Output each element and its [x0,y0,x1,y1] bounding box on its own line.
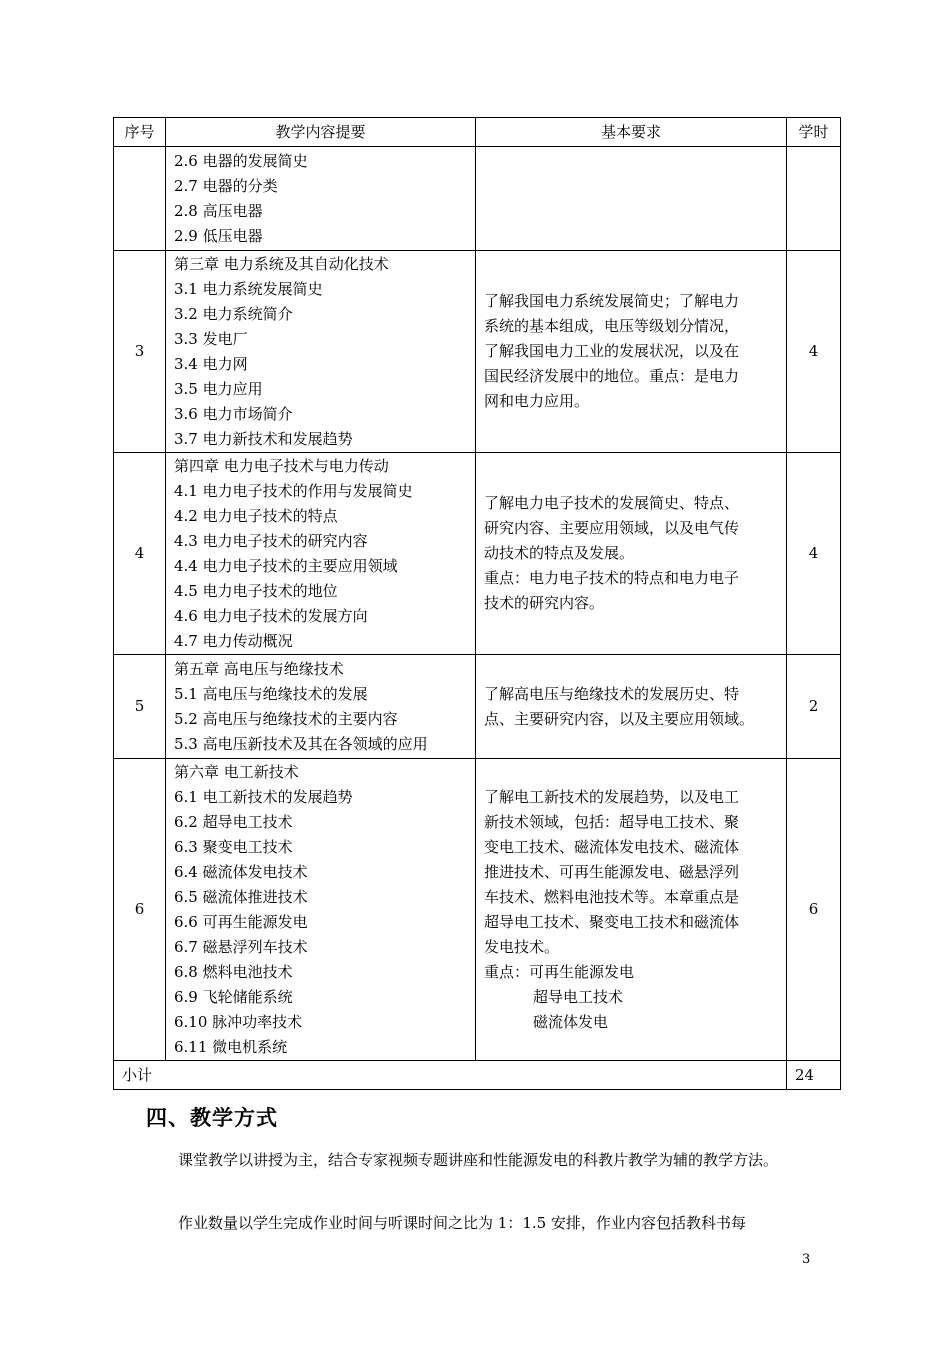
subtotal-value: 24 [787,1061,841,1090]
row-number: 4 [114,453,166,655]
content-line: 3.5 电力应用 [174,379,263,398]
row-content [166,251,476,453]
content-line: 4.7 电力传动概况 [174,631,293,650]
row-requirements [476,147,787,251]
requirement-line: 新技术领域，包括：超导电工技术、聚 [484,812,740,831]
requirement-line: 重点：可再生能源发电 [484,962,635,981]
row-number: 6 [114,759,166,1061]
content-line: 4.5 电力电子技术的地位 [174,581,338,600]
syllabus-table [113,117,841,1090]
requirement-line: 技术的研究内容。 [484,594,605,612]
content-line: 2.8 高压电器 [174,201,263,220]
row-requirements [476,759,787,1061]
row-requirements [476,453,787,655]
section-heading: 四、教学方式 [146,1105,278,1130]
chapter-title: 第四章 电力电子技术与电力传动 [174,456,389,475]
row-number [114,147,166,251]
chapter-title: 第五章 高电压与绝缘技术 [174,659,344,678]
page-number: 3 [802,1252,811,1267]
requirement-line: 了解我国电力系统发展简史；了解电力 [484,292,740,310]
content-line: 4.6 电力电子技术的发展方向 [174,606,368,625]
content-line: 6.1 电工新技术的发展趋势 [174,787,353,806]
content-line: 4.1 电力电子技术的作用与发展简史 [174,481,413,500]
chapter-title: 第三章 电力系统及其自动化技术 [174,254,389,273]
table-row [114,251,841,453]
row-hours: 4 [787,453,841,655]
header-content: 教学内容提要 [166,118,476,147]
table-row [114,147,841,251]
content-line: 3.3 发电厂 [174,329,248,348]
requirement-line: 点、主要研究内容，以及主要应用领域。 [484,709,755,728]
row-hours: 6 [787,759,841,1061]
paragraph: 课堂教学以讲授为主，结合专家视频专题讲座和性能源发电的科教片教学为辅的教学方法。 [178,1151,779,1169]
row-content [166,453,476,655]
chapter-title: 第六章 电工新技术 [174,762,299,781]
requirement-line: 超导电工技术 [533,987,624,1006]
content-line: 6.8 燃料电池技术 [174,962,293,981]
content-line: 6.6 可再生能源发电 [174,912,308,931]
requirement-line: 网和电力应用。 [484,392,590,410]
requirement-line: 发电技术。 [484,937,560,956]
requirement-line: 动技术的特点及发展。 [484,544,635,562]
table-row [114,655,841,759]
content-line: 3.2 电力系统简介 [174,304,293,323]
row-hours: 4 [787,251,841,453]
requirement-line: 磁流体发电 [533,1012,609,1031]
content-line: 3.6 电力市场简介 [174,404,293,423]
content-line: 4.2 电力电子技术的特点 [174,506,338,525]
requirement-line: 重点：电力电子技术的特点和电力电子 [484,569,740,587]
row-content [166,147,476,251]
content-line: 3.4 电力网 [174,354,248,373]
table-header-row [114,118,841,147]
requirement-line: 国民经济发展中的地位。重点：是电力 [484,367,740,385]
row-hours: 2 [787,655,841,759]
header-requirements: 基本要求 [476,118,787,147]
content-line: 6.3 聚变电工技术 [174,837,293,856]
requirement-line: 了解我国电力工业的发展状况，以及在 [484,342,740,360]
requirement-line: 变电工技术、磁流体发电技术、磁流体 [484,837,740,856]
content-line: 6.7 磁悬浮列车技术 [174,937,308,956]
requirement-line: 了解高电压与绝缘技术的发展历史、特 [484,684,740,703]
paragraph: 作业数量以学生完成作业时间与听课时间之比为 1：1.5 安排，作业内容包括教科书每 [178,1214,746,1232]
requirement-line: 了解电力电子技术的发展简史、特点、 [484,494,740,512]
requirement-line: 推进技术、可再生能源发电、磁悬浮列 [484,862,740,881]
content-line: 4.4 电力电子技术的主要应用领域 [174,556,398,575]
requirement-line: 车技术、燃料电池技术等。本章重点是 [484,887,740,906]
subtotal-label: 小计 [114,1061,787,1090]
requirement-line: 了解电工新技术的发展趋势，以及电工 [484,787,740,806]
content-line: 6.2 超导电工技术 [174,812,293,831]
content-line: 5.1 高电压与绝缘技术的发展 [174,684,368,703]
content-line: 4.3 电力电子技术的研究内容 [174,531,368,550]
requirement-line: 超导电工技术、聚变电工技术和磁流体 [484,912,740,931]
content-line: 6.9 飞轮储能系统 [174,987,293,1006]
content-line: 3.1 电力系统发展简史 [174,279,323,298]
table-row [114,759,841,1061]
header-number: 序号 [114,118,166,147]
content-line: 6.5 磁流体推进技术 [174,887,308,906]
content-line: 2.7 电器的分类 [174,176,278,195]
content-line: 6.11 微电机系统 [174,1037,288,1056]
content-line: 6.10 脉冲功率技术 [174,1012,303,1031]
content-line: 5.3 高电压新技术及其在各领域的应用 [174,734,428,753]
subtotal-row [114,1061,841,1090]
content-line: 2.9 低压电器 [174,226,263,245]
row-hours [787,147,841,251]
row-content [166,655,476,759]
content-line: 3.7 电力新技术和发展趋势 [174,429,353,448]
content-line: 6.4 磁流体发电技术 [174,862,308,881]
row-number: 3 [114,251,166,453]
table-row [114,453,841,655]
requirement-line: 系统的基本组成，电压等级划分情况， [484,317,740,335]
row-requirements [476,251,787,453]
content-line: 5.2 高电压与绝缘技术的主要内容 [174,709,398,728]
row-content [166,759,476,1061]
requirement-line: 研究内容、主要应用领域，以及电气传 [484,519,740,537]
row-number: 5 [114,655,166,759]
header-hours: 学时 [787,118,841,147]
content-line: 2.6 电器的发展简史 [174,151,308,170]
row-requirements [476,655,787,759]
